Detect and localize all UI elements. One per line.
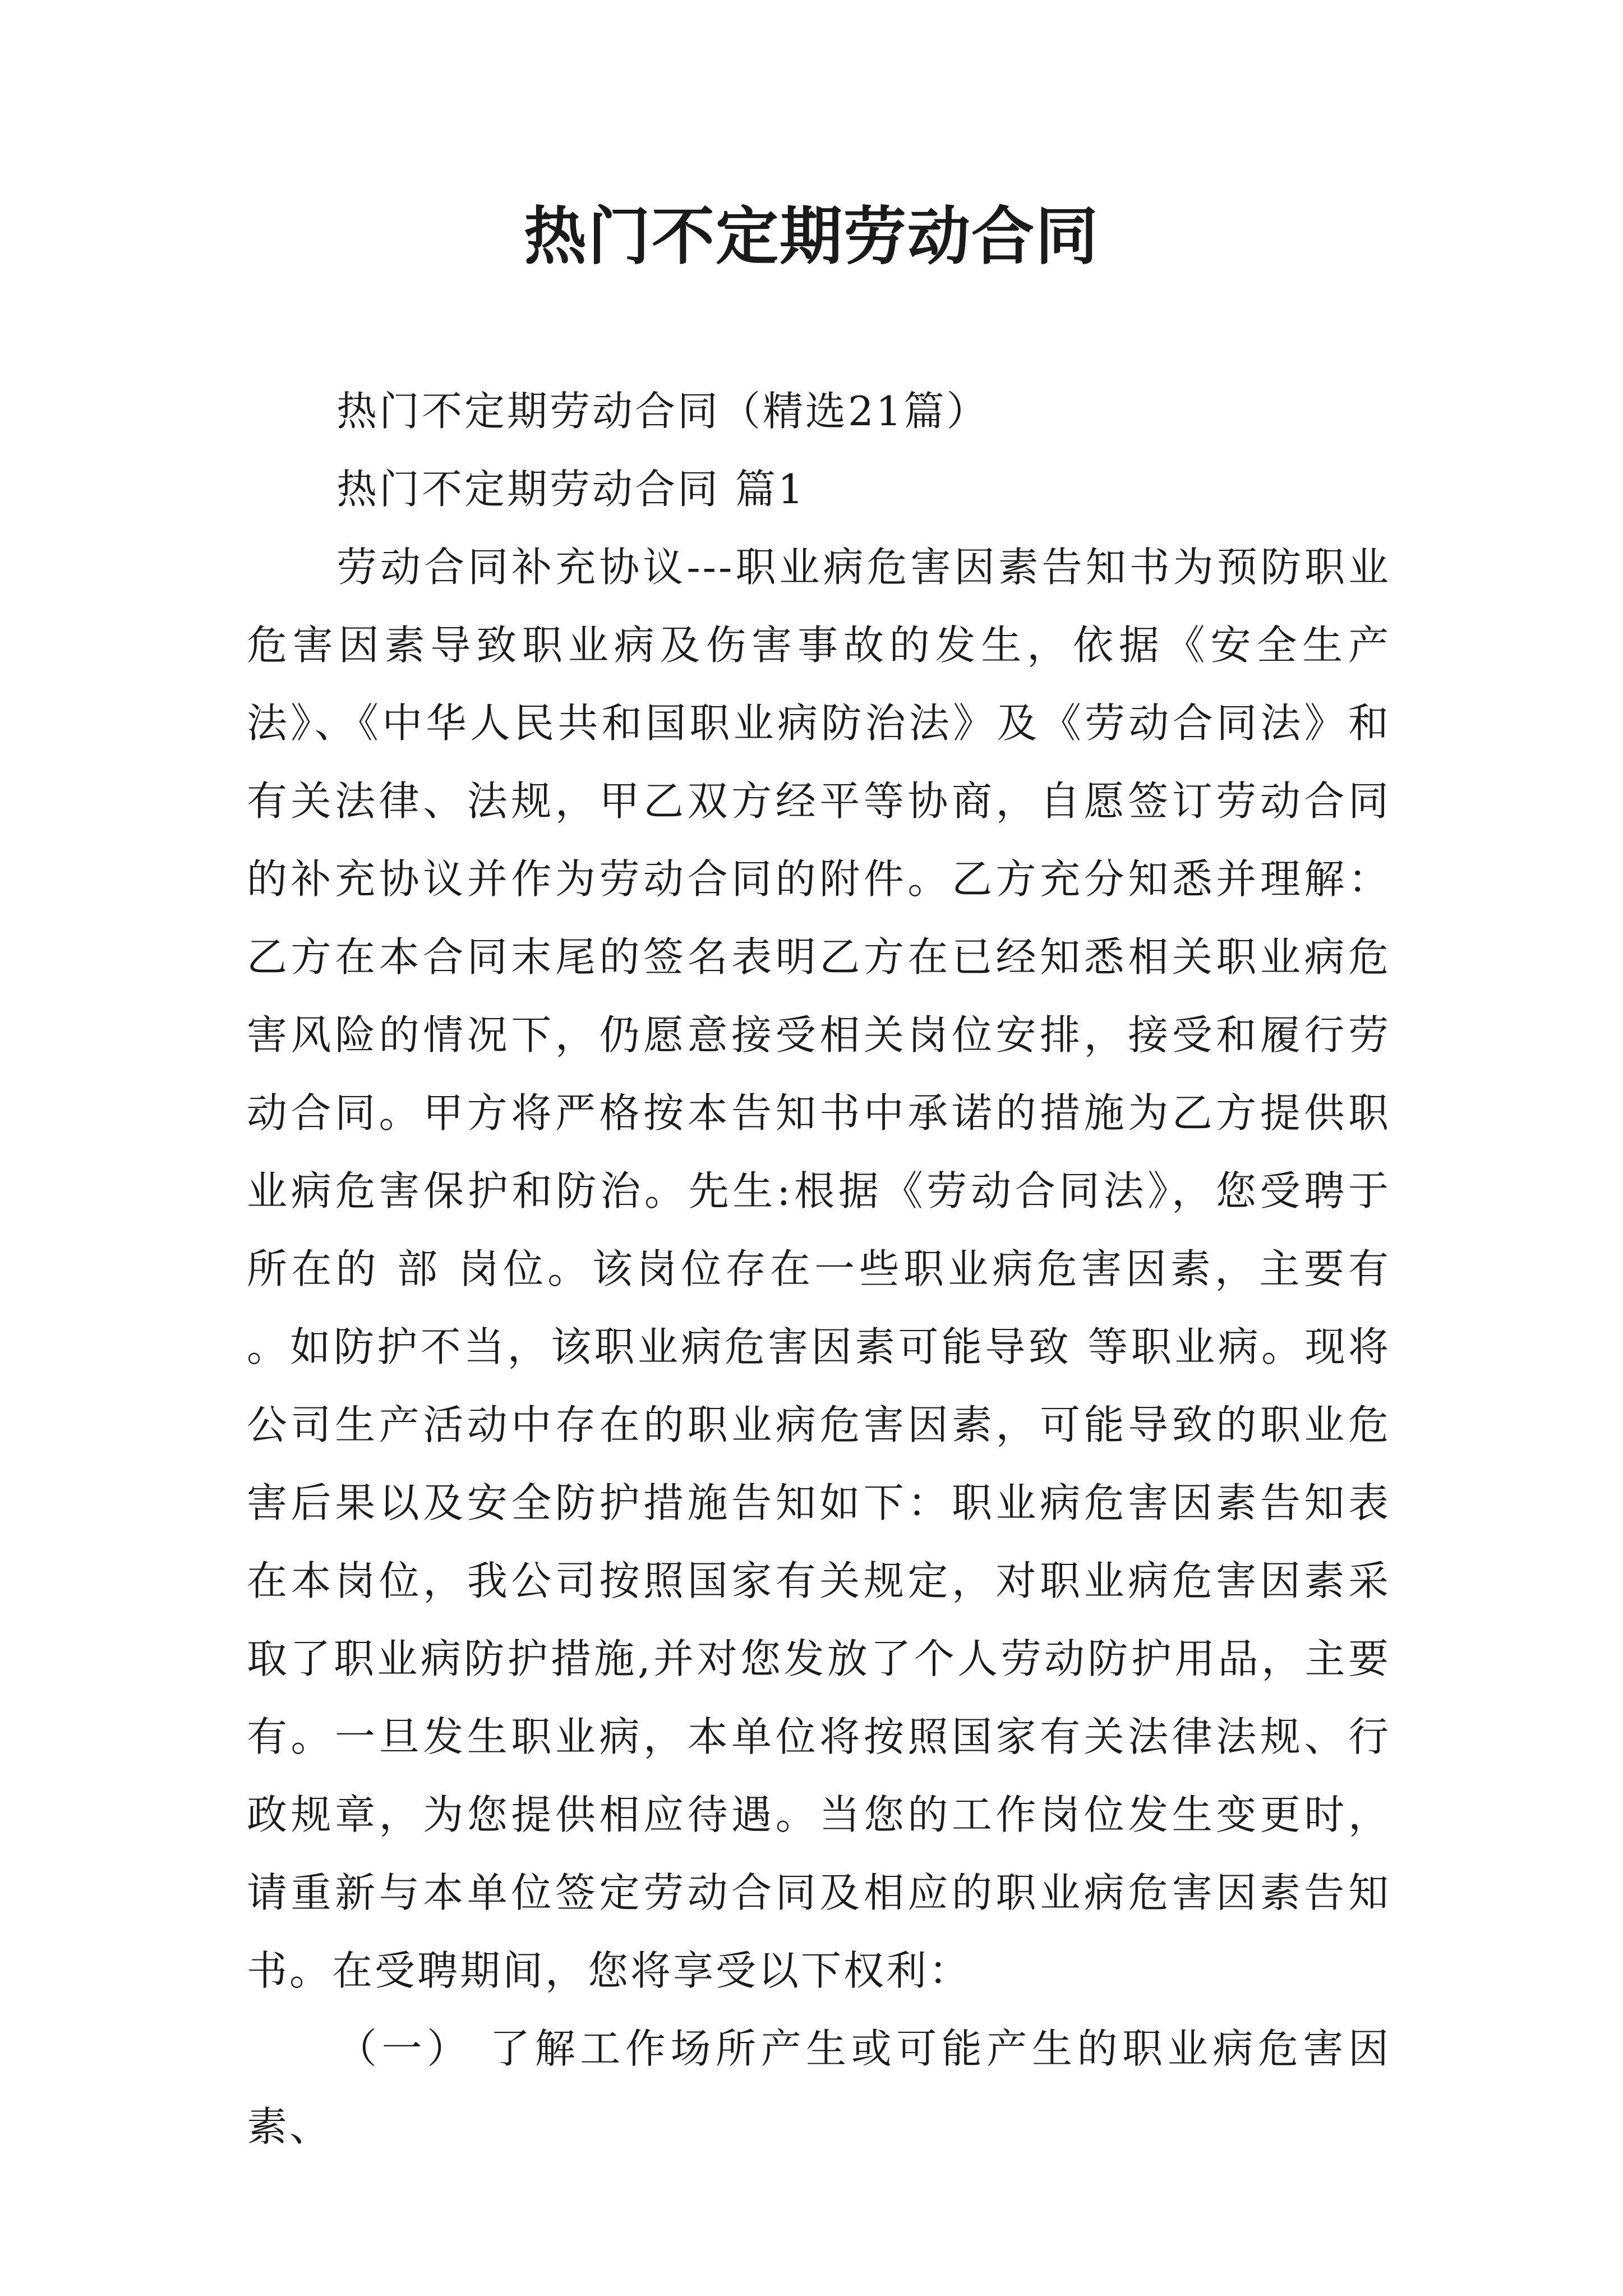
paragraph-section-label: 热门不定期劳动合同 篇1 [336, 466, 806, 513]
paragraph-heading-selection: 热门不定期劳动合同（精选21篇） [336, 388, 989, 435]
paragraph-main-text: 劳动合同补充协议---职业病危害因素告知书为预防职业危害因素导致职业病及伤害事故的发生，依据《安全生产法》、《中华人民共和国职业病防治法》及《劳动合同法》和有关法律、法规，甲乙双方经平等协商，自愿签订劳动合同的补充协议并作为劳动合同的附件。乙方充分知悉并理解：乙方在本合同末尾的签名表明乙方在已经知悉相关职业病危害风险的情况下，仍愿意接受相关岗位安排，接受和履行劳动合同。甲方将严格按本告知书中承诺的措施为乙方提供职业病危害保护和防治。先生:根据《劳动合同法》，您受聘于 所在的 部 岗位。该岗位存在一些职业病危害因素，主要有 。如防护不当，该职业病危害因素可能导致 等职业病。现将公司生产活动中存在的职业病危害因素，可能导致的职业危害后果以及安全防护措施告知如下：职业病危害因素告知表在本岗位，我公司按照国家有关规定，对职业病危害因素采取了职业病防护措施,并对您发放了个人劳动防护用品，主要有。一旦发生职业病，本单位将按照国家有关法律法规、行政规章，为您提供相应待遇。当您的工作岗位发生变更时，请重新与本单位签定劳动合同及相应的职业病危害因素告知书。在受聘期间，您将享受以下权利： [247, 544, 1391, 1994]
document-title: 热门不定期劳动合同 [524, 200, 1099, 273]
paragraph-list-item: （一） 了解工作场所产生或可能产生的职业病危害因素、 [247, 2025, 1391, 2150]
document-body [247, 372, 1391, 2166]
